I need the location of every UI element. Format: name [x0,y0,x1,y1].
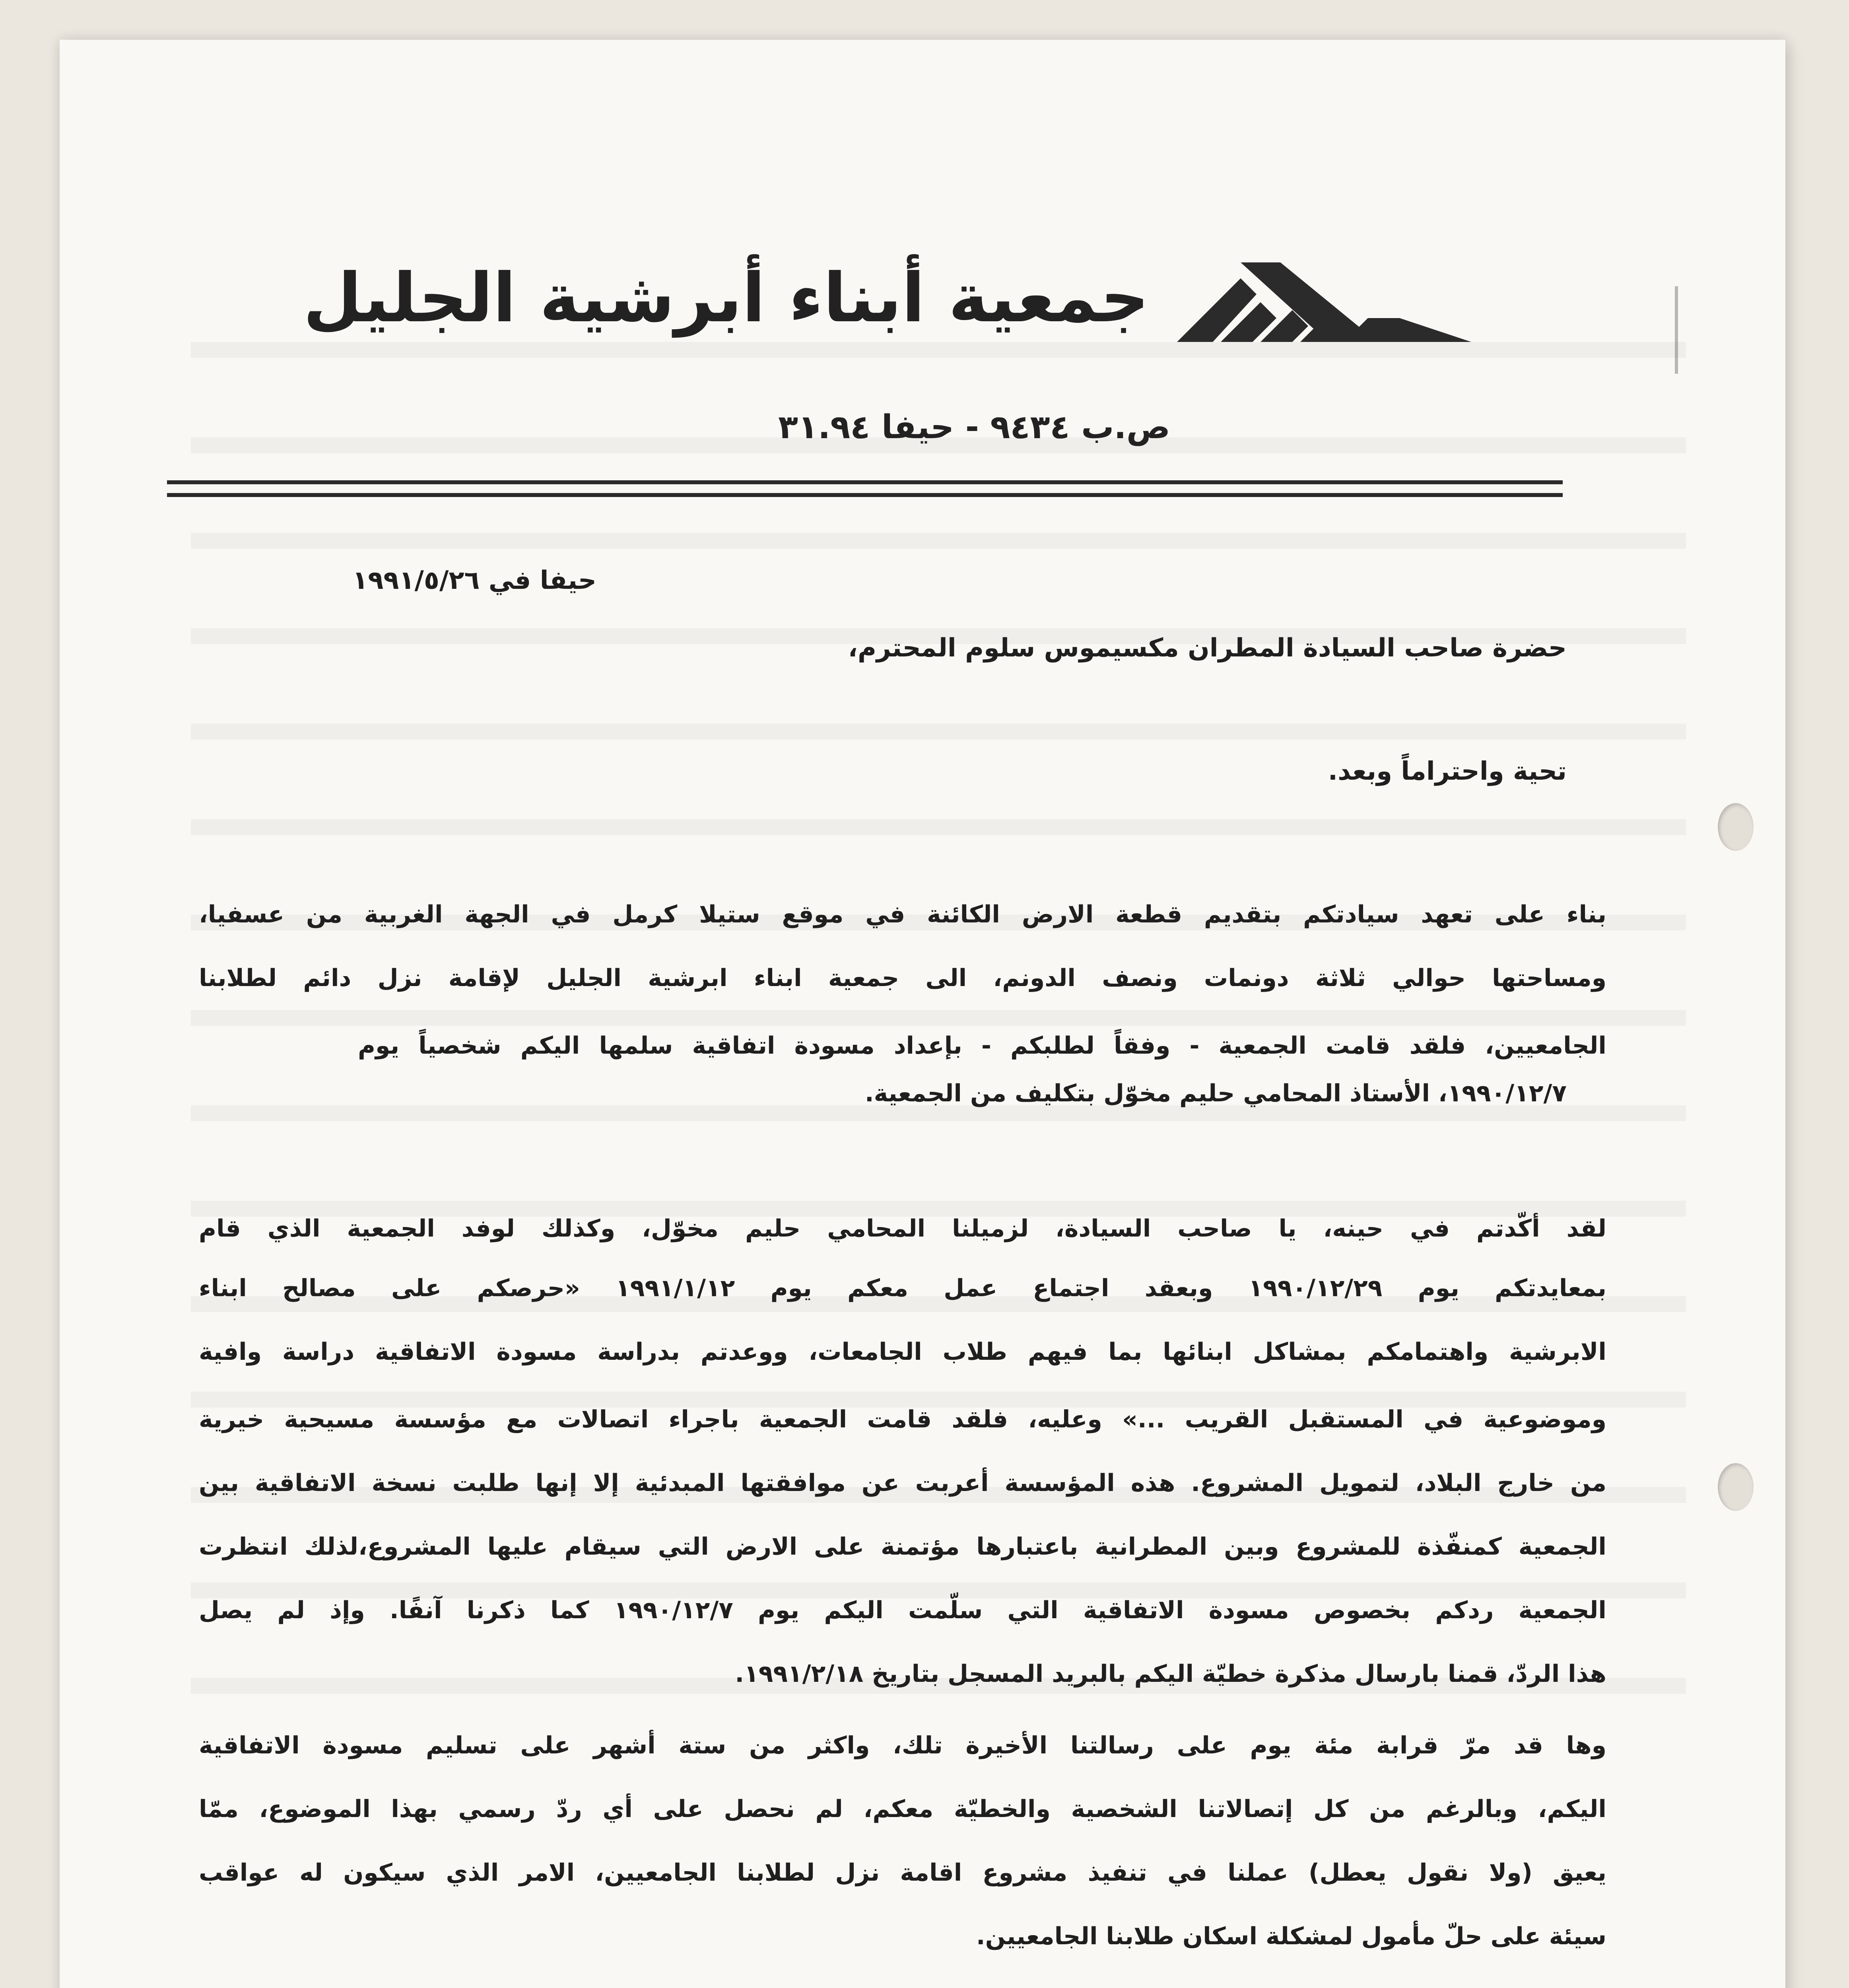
paragraph-1-line: ١٩٩٠/١٢/٧، الأستاذ المحامي حليم مخوّل بتكليف من الجمعية. [864,1079,1567,1107]
paragraph-2-line: الجمعية ردكم بخصوص مسودة الاتفاقية التي سلّمت اليكم يوم ١٩٩٠/١٢/٧ كما ذكرنا آنفًا. وإذ لم يصل [199,1596,1606,1624]
addressee: حضرة صاحب السيادة المطران مكسيموس سلوم المحترم، [848,633,1567,663]
paragraph-3-line: يعيق (ولا نقول يعطل) عملنا في تنفيذ مشروع اقامة نزل لطلابنا الجامعيين، الامر الذي سيكون له عواقب [199,1859,1606,1887]
pencil-mark [1675,286,1678,374]
header-rule [167,480,1563,484]
paragraph-2-line: هذا الردّ، قمنا بارسال مذكرة خطيّة اليكم بالبريد المسجل بتاريخ ١٩٩١/٢/١٨. [735,1660,1606,1688]
po-box: ص.ب ٩٤٣٤ - حيفا ٣١.٩٤ [778,408,1171,446]
header-rule [167,493,1563,497]
paragraph-1-line: ومساحتها حوالي ثلاثة دونمات ونصف الدونم، الى جمعية ابناء ابرشية الجليل لإقامة نزل دائم لطلابنا [199,964,1606,992]
paragraph-3-line: وها قد مرّ قرابة مئة يوم على رسالتنا الأخيرة تلك، واكثر من ستة أشهر على تسليم مسودة الاتفاقية [199,1732,1606,1759]
paragraph-2-line: الابرشية واهتمامكم بمشاكل ابنائها بما فيهم طلاب الجامعات، ووعدتم بدراسة مسودة الاتفاقية دراسة وافية [199,1338,1606,1366]
paragraph-1-line: الجامعيين، فلقد قامت الجمعية - وفقاً لطلبكم - بإعداد مسودة اتفاقية سلمها اليكم شخصياً يوم [358,1032,1606,1060]
paragraph-2-line: الجمعية كمنفّذة للمشروع وبين المطرانية باعتبارها مؤتمنة على الارض التي سيقام عليها المشروع،لذلك انتظرت [199,1533,1606,1561]
paragraph-2-line: من خارج البلاد، لتمويل المشروع. هذه المؤسسة أعربت عن موافقتها المبدئية إلا إنها طلبت نسخة الاتفاقية بين [199,1469,1606,1497]
punch-hole [1718,803,1754,851]
paragraph-3-line: اليكم، وبالرغم من كل إتصالاتنا الشخصية والخطيّة معكم، لم نحصل على أي ردّ رسمي بهذا الموضوع، ممّا [199,1795,1606,1823]
paragraph-1-line: بناء على تعهد سيادتكم بتقديم قطعة الارض الكائنة في موقع ستيلا كرمل في الجهة الغربية من عسفيا، [199,901,1606,928]
organization-name: جمعية أبناء أبرشية الجليل [303,259,1149,338]
paragraph-3-line: سيئة على حلّ مأمول لمشكلة اسكان طلابنا الجامعيين. [976,1922,1606,1950]
greeting: تحية واحتراماً وبعد. [1328,757,1567,786]
paragraph-2-line: بمعايدتكم يوم ١٩٩٠/١٢/٢٩ وبعقد اجتماع عمل معكم يوم ١٩٩١/١/١٢ «حرصكم على مصالح ابناء [199,1274,1606,1302]
date-line: حيفا في ١٩٩١/٥/٢٦ [352,566,596,595]
paragraph-2-line: وموضوعية في المستقبل القريب ...» وعليه، فلقد قامت الجمعية باجراء اتصالات مع مؤسسة مسيحية خيرية [199,1406,1606,1433]
paragraph-2-line: لقد أكّدتم في حينه، يا صاحب السيادة، لزميلنا المحامي حليم مخوّل، وكذلك لوفد الجمعية الذي قام [199,1215,1606,1242]
punch-hole [1718,1463,1754,1511]
organization-logo [1161,254,1471,350]
